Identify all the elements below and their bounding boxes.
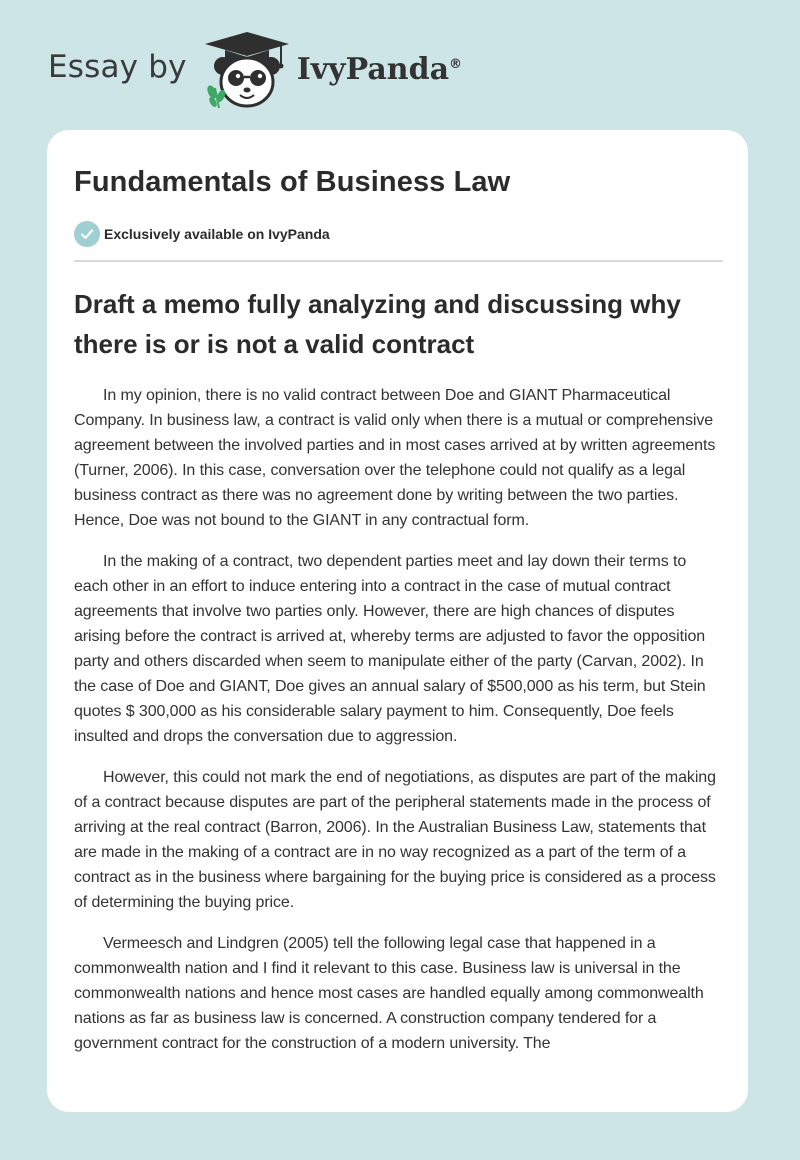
site-header <box>48 30 462 110</box>
essay-body <box>74 383 723 1072</box>
exclusive-badge <box>74 221 330 247</box>
essay-paragraph: However, this could not mark the end of negotiations, as disputes are part of the making of a contract because disputes are part of the peripheral statements made in the process of arriving at the real contract (Barron, 2006). In the Australian Business Law, statements that are made in the making of a contract are in no way recognized as a part of the term of a contract as in the business where bargaining for the buying price is considered as a process of determining the buying price. <box>74 769 716 911</box>
brand-name-text: IvyPanda <box>296 51 450 87</box>
essay-paragraph: Vermeesch and Lindgren (2005) tell the following legal case that happened in a commonwealth nation and I find it relevant to this case. Business law is universal in the commonwealth nations and hence most cases are handled equally among commonwealth nations as far as business law is concerned. A construction company tendered for a government contract for the construction of a modern university. The <box>74 935 704 1052</box>
exclusive-badge-label: Exclusively available on IvyPanda <box>104 226 330 242</box>
panda-graduate-logo-icon[interactable] <box>201 30 293 110</box>
essay-paragraph: In the making of a contract, two dependent parties meet and lay down their terms to each other in an effort to induce entering into a contract in the case of mutual contract agreements that involve two parties only. However, there are high chances of disputes arising before the contract is arrived at, whereby terms are adjusted to favor the opposition party and others discarded when seem to manipulate either of the party (Carvan, 2002). In the case of Doe and GIANT, Doe gives an annual salary of $500,000 as his term, but Stein quotes $ 300,000 as his considerable salary payment to him. Consequently, Doe feels insulted and drops the conversation due to aggression. <box>74 553 706 745</box>
title-divider <box>74 260 723 262</box>
section-heading: Draft a memo fully analyzing and discussing why there is or is not a valid contract <box>74 289 681 359</box>
essay-paragraph: In my opinion, there is no valid contract between Doe and GIANT Pharmaceutical Company. In business law, a contract is valid only when there is a mutual or comprehensive agreement between the involved parties and in most cases arrived at by written agreements (Turner, 2006). In this case, conversation over the telephone could not qualify as a legal business contract as there was no agreement done by writing between the two parties. Hence, Doe was not bound to the GIANT in any contractual form. <box>74 387 716 529</box>
essay-card <box>47 130 748 1112</box>
brand-prefix: Essay by <box>48 49 187 85</box>
page-title: Fundamentals of Business Law <box>74 166 511 198</box>
check-circle-icon <box>74 221 100 247</box>
brand-name[interactable] <box>297 52 462 87</box>
registered-mark: ® <box>449 56 463 72</box>
